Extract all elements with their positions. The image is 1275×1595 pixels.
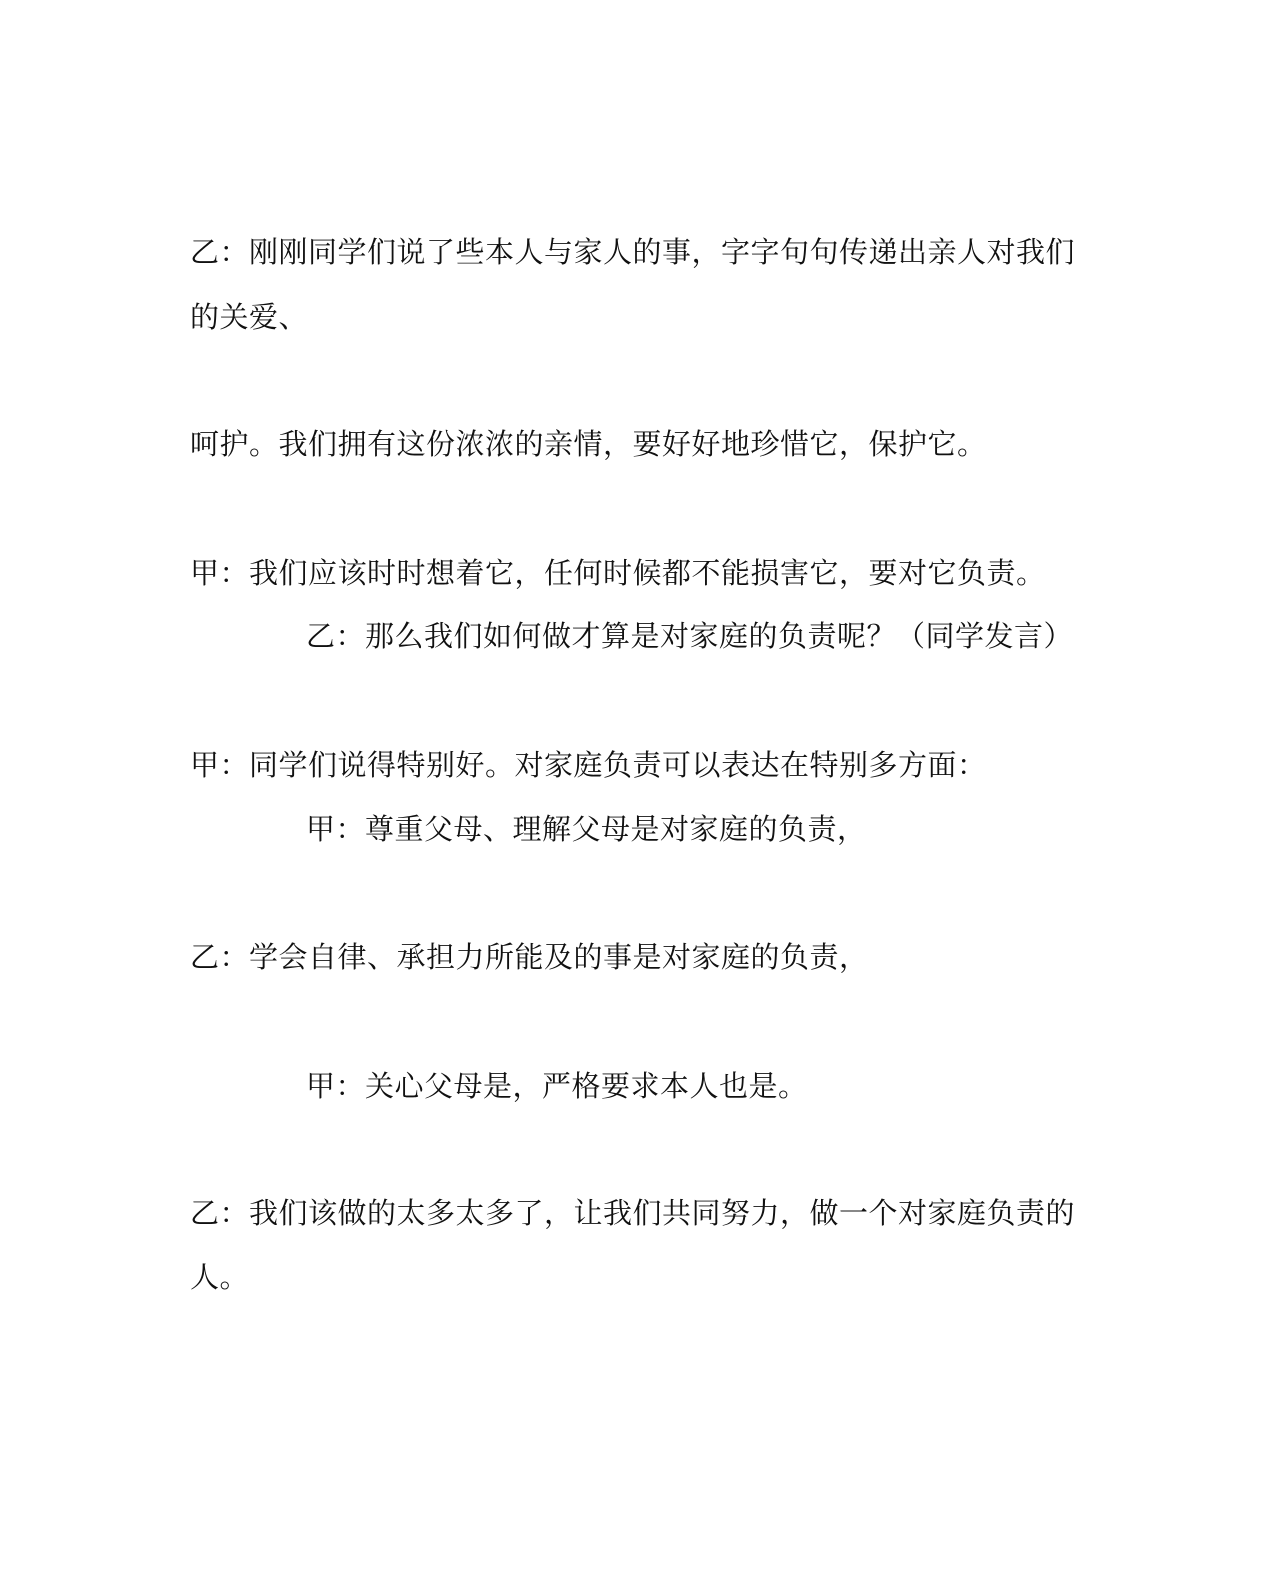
dialogue-line-7: 乙：学会自律、承担力所能及的事是对家庭的负责， bbox=[190, 940, 869, 974]
dialogue-line-9-continued: 人。 bbox=[190, 1260, 250, 1294]
dialogue-line-2: 呵护。我们拥有这份浓浓的亲情，要好好地珍惜它，保护它。 bbox=[190, 427, 987, 461]
dialogue-line-5: 甲：同学们说得特别好。对家庭负责可以表达在特别多方面： bbox=[190, 748, 987, 782]
dialogue-line-1-continued: 的关爱、 bbox=[190, 300, 309, 334]
dialogue-line-1: 乙：刚刚同学们说了些本人与家人的事，字字句句传递出亲人对我们 bbox=[190, 235, 1076, 269]
dialogue-line-4: 乙：那么我们如何做才算是对家庭的负责呢？（同学发言） bbox=[306, 619, 1074, 653]
dialogue-line-8: 甲：关心父母是，严格要求本人也是。 bbox=[306, 1069, 808, 1103]
dialogue-line-3: 甲：我们应该时时想着它，任何时候都不能损害它，要对它负责。 bbox=[190, 556, 1046, 590]
dialogue-line-6: 甲：尊重父母、理解父母是对家庭的负责， bbox=[306, 812, 867, 846]
dialogue-line-9: 乙：我们该做的太多太多了，让我们共同努力，做一个对家庭负责的 bbox=[190, 1196, 1076, 1230]
